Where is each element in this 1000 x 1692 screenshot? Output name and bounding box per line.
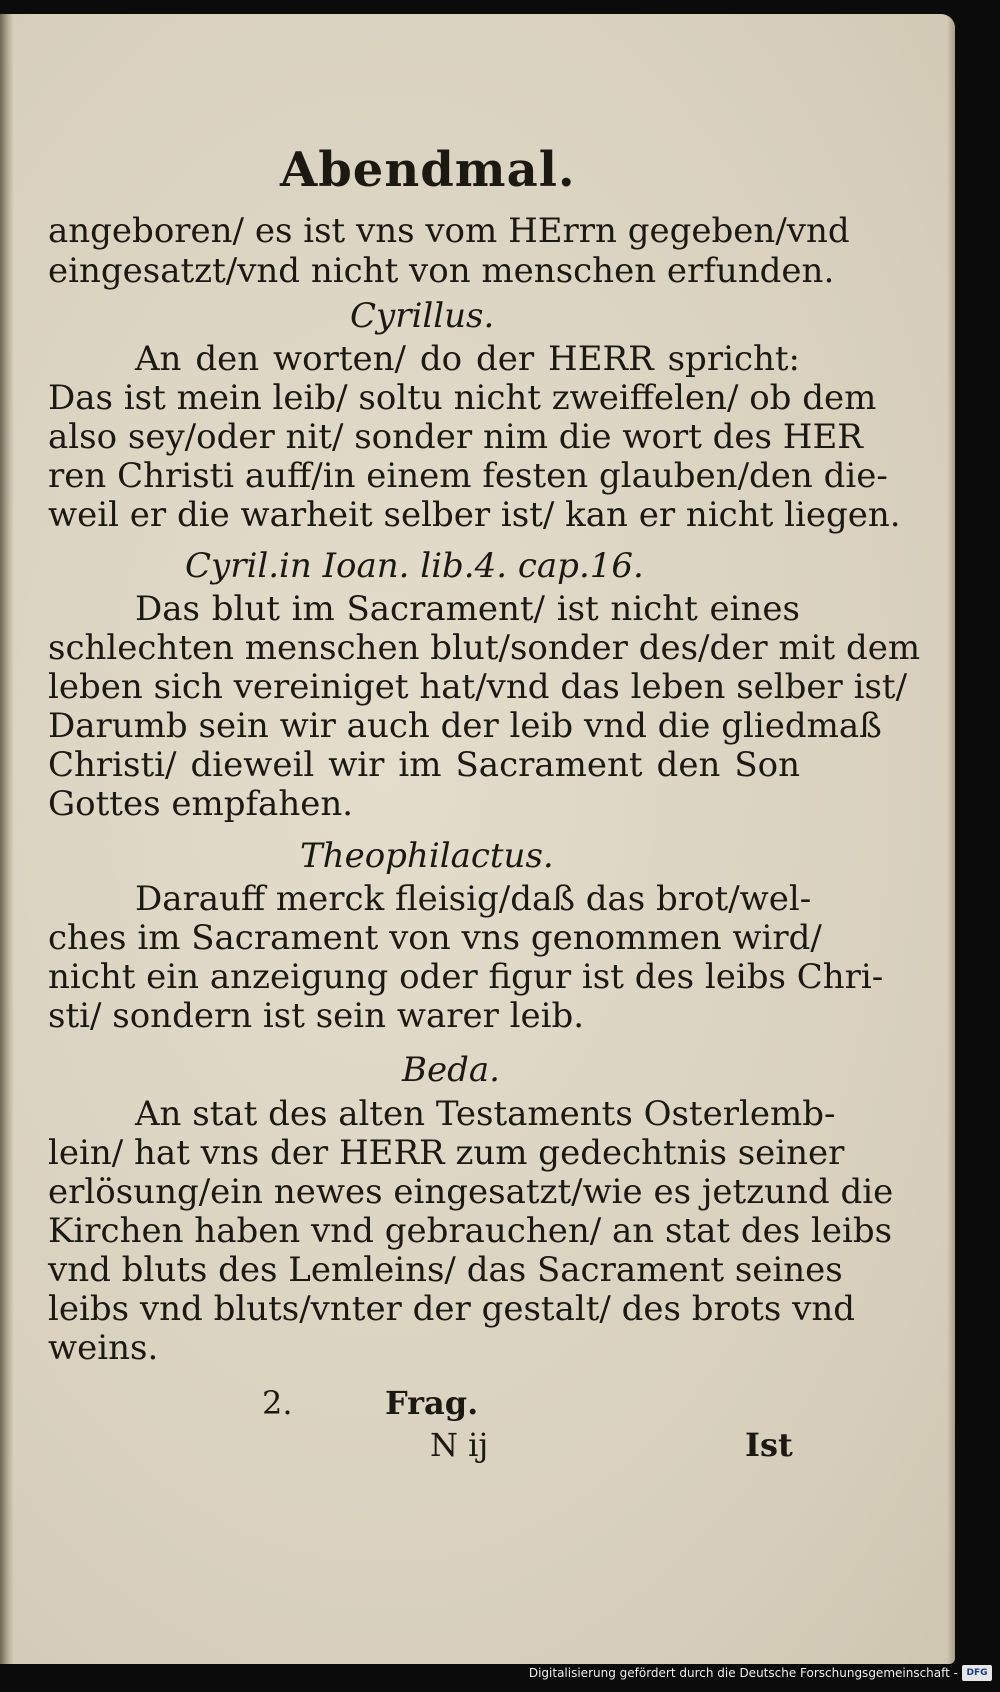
text-line: Darumb sein wir auch der leib vnd die gliedmaß [48, 706, 882, 746]
page-heading: Abendmal. [280, 142, 576, 198]
funding-credit: Digitalisierung gefördert durch die Deutsche Forschungsgemeinschaft - [528, 1666, 958, 1680]
catchword: Ist [745, 1426, 793, 1464]
text-line: Kirchen haben vnd gebrauchen/ an stat des leibs [48, 1211, 893, 1251]
page-gutter [0, 14, 14, 1664]
section-label-cyrillus: Cyrillus. [350, 296, 495, 336]
text-line: leben sich vereiniget hat/vnd das leben selber ist/ [48, 667, 908, 707]
text-line: also sey/oder nit/ sonder nim die wort des HER [48, 417, 863, 457]
page-edge [947, 14, 955, 1664]
text-line: ches im Sacrament von vns genommen wird/ [48, 918, 822, 958]
text-line: weins. [48, 1328, 159, 1368]
text-line: Christi/ dieweil wir im Sacrament den Son [48, 745, 800, 785]
text-line: An den worten/ do der HERR spricht: [135, 339, 800, 379]
signature-mark: N ij [430, 1426, 489, 1464]
text-line: sti/ sondern ist sein warer leib. [48, 996, 585, 1036]
text-line: erlösung/ein newes eingesatzt/wie es jetzund die [48, 1172, 894, 1212]
section-label-cyril-reference: Cyril.in Ioan. lib.4. cap.16. [185, 546, 644, 586]
text-line: schlechten menschen blut/sonder des/der mit dem [48, 628, 921, 668]
footer-bar [0, 1664, 1000, 1684]
text-line: Gottes empfahen. [48, 784, 354, 824]
section-label-beda: Beda. [402, 1050, 500, 1090]
text-line: ren Christi auff/in einem festen glauben/den die- [48, 456, 888, 496]
text-line: weil er die warheit selber ist/ kan er nicht liegen. [48, 495, 901, 535]
section-label-theophilactus: Theophilactus. [300, 836, 554, 876]
text-line: nicht ein anzeigung oder figur ist des leibs Chri- [48, 957, 884, 997]
text-line: vnd bluts des Lemleins/ das Sacrament seines [48, 1250, 843, 1290]
text-line: lein/ hat vns der HERR zum gedechtnis seiner [48, 1133, 845, 1173]
text-line: Das ist mein leib/ soltu nicht zweiffelen/ ob dem [48, 378, 877, 418]
text-line: Das blut im Sacrament/ ist nicht eines [135, 589, 800, 629]
number-mark: 2. [262, 1384, 293, 1422]
text-line: angeboren/ es ist vns vom HErrn gegeben/vnd [48, 211, 850, 251]
dfg-logo-icon: DFG [962, 1665, 992, 1681]
text-line: leibs vnd bluts/vnter der gestalt/ des brots vnd [48, 1289, 856, 1329]
catchword-top: Frag. [385, 1384, 479, 1422]
book-page [0, 14, 955, 1664]
text-line: eingesatzt/vnd nicht von menschen erfunden. [48, 251, 835, 291]
text-line: Darauff merck fleisig/daß das brot/wel- [135, 879, 812, 919]
text-line: An stat des alten Testaments Osterlemb- [135, 1094, 836, 1134]
